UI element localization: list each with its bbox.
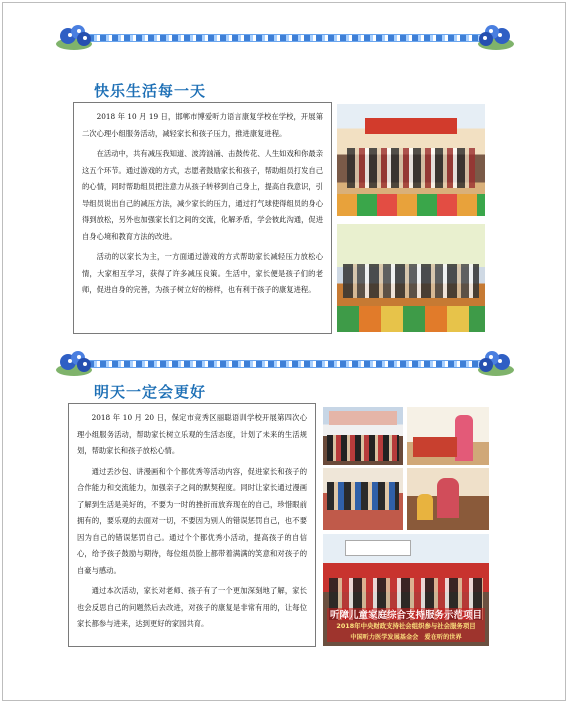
activity-photo-circle: [337, 224, 485, 332]
section2-paragraph: 通过丢沙包、讲漫画和个个都优秀等活动内容，促进家长和孩子的合作能力和交流能力，加强亲子之间的默契程度。同时让家长通过漫画了解到生活是美好的，不要为一时的挫折而放弃现在的自己，珍惜眼前拥有的，要乐观的去面对一切，不要因为别人的错误惩罚自己，也不要因为自己的错误惩罚自己。通过个个都优秀小活动，提高孩子的自信心，给予孩子鼓励与期待，每位组员脸上都带着满满的笑意和对孩子的自豪与感动。: [77, 466, 307, 575]
section2-textbox: [68, 403, 316, 647]
activity-photo-families: [323, 468, 403, 530]
activity-photo-group: [337, 104, 485, 216]
section1-paragraph: 活动的以家长为主，一方面通过游戏的方式帮助家长减轻压力放松心情，大家相互学习，获得了许多减压良策。生活中，家长便是孩子们的老师，促进自身的完善，为孩子树立好的榜样，也有利于孩子的康复进程。: [82, 252, 323, 294]
photo-caption-line1: 听障儿童家庭综合支持服务示范项目: [329, 610, 482, 621]
flower-icon: [468, 22, 516, 54]
activity-photo-group-small: [323, 407, 403, 465]
middle-flower-banner: [54, 348, 516, 380]
section2-title: 明天一定会更好: [94, 383, 207, 401]
photo-caption-line3: 中国听力医学发展基金会 爱在听的世界: [350, 634, 462, 641]
activity-photo-banner-group: [323, 534, 489, 646]
flower-icon: [54, 348, 102, 380]
section2-paragraph: 2018 年 10 月 20 日，保定市竞秀区丽聪语训学校开展第四次心理小组服务活动，帮助家长树立乐观的生活态度，计划了未来的生活规划，帮助家长和孩子放松心情。: [77, 413, 307, 455]
photo-caption-line2: 2018年中央财政支持社会组织参与社会服务项目: [336, 622, 476, 630]
section1-title: 快乐生活每一天: [94, 82, 207, 100]
section2-paragraph: 通过本次活动，家长对老师、孩子有了一个更加深刻地了解，家长也会反思自己的问题然后去改进，对孩子的康复是非常有用的，让每位家长都参与进来，达到更好的家园共育。: [77, 586, 307, 628]
top-flower-banner: [54, 22, 516, 54]
flower-icon: [468, 348, 516, 380]
activity-photo-parent-child: [407, 468, 489, 530]
photo-caption: [327, 608, 485, 642]
banner-stripe: [76, 360, 494, 368]
activity-photo-teacher: [407, 407, 489, 465]
flower-icon: [54, 22, 102, 54]
section1-textbox: [73, 102, 332, 334]
section1-paragraph: 2018 年 10 月 19 日，邯郸市博爱听力语言康复学校在学校，开展第二次心理小组服务活动，减轻家长和孩子压力，推进康复进程。: [82, 112, 323, 138]
banner-stripe: [76, 34, 494, 42]
section1-paragraph: 在活动中，共有减压我知道、波涛汹涌、击鼓传花、人生如戏和你最亲这五个环节。通过游戏的方式，志愿者鼓励家长和孩子，帮助组员打发自己的心情，同时帮助组员把注意力从孩子转移到自己身上，提高自我意识，引导组员说出自己的减压方法，减少家长的压力，通过打气球使得组员的身心得到放松，另外也加强家长们之间的交流，化解矛盾，学会彼此沟通，促进自身心境和教育方法的改进。: [82, 149, 323, 241]
